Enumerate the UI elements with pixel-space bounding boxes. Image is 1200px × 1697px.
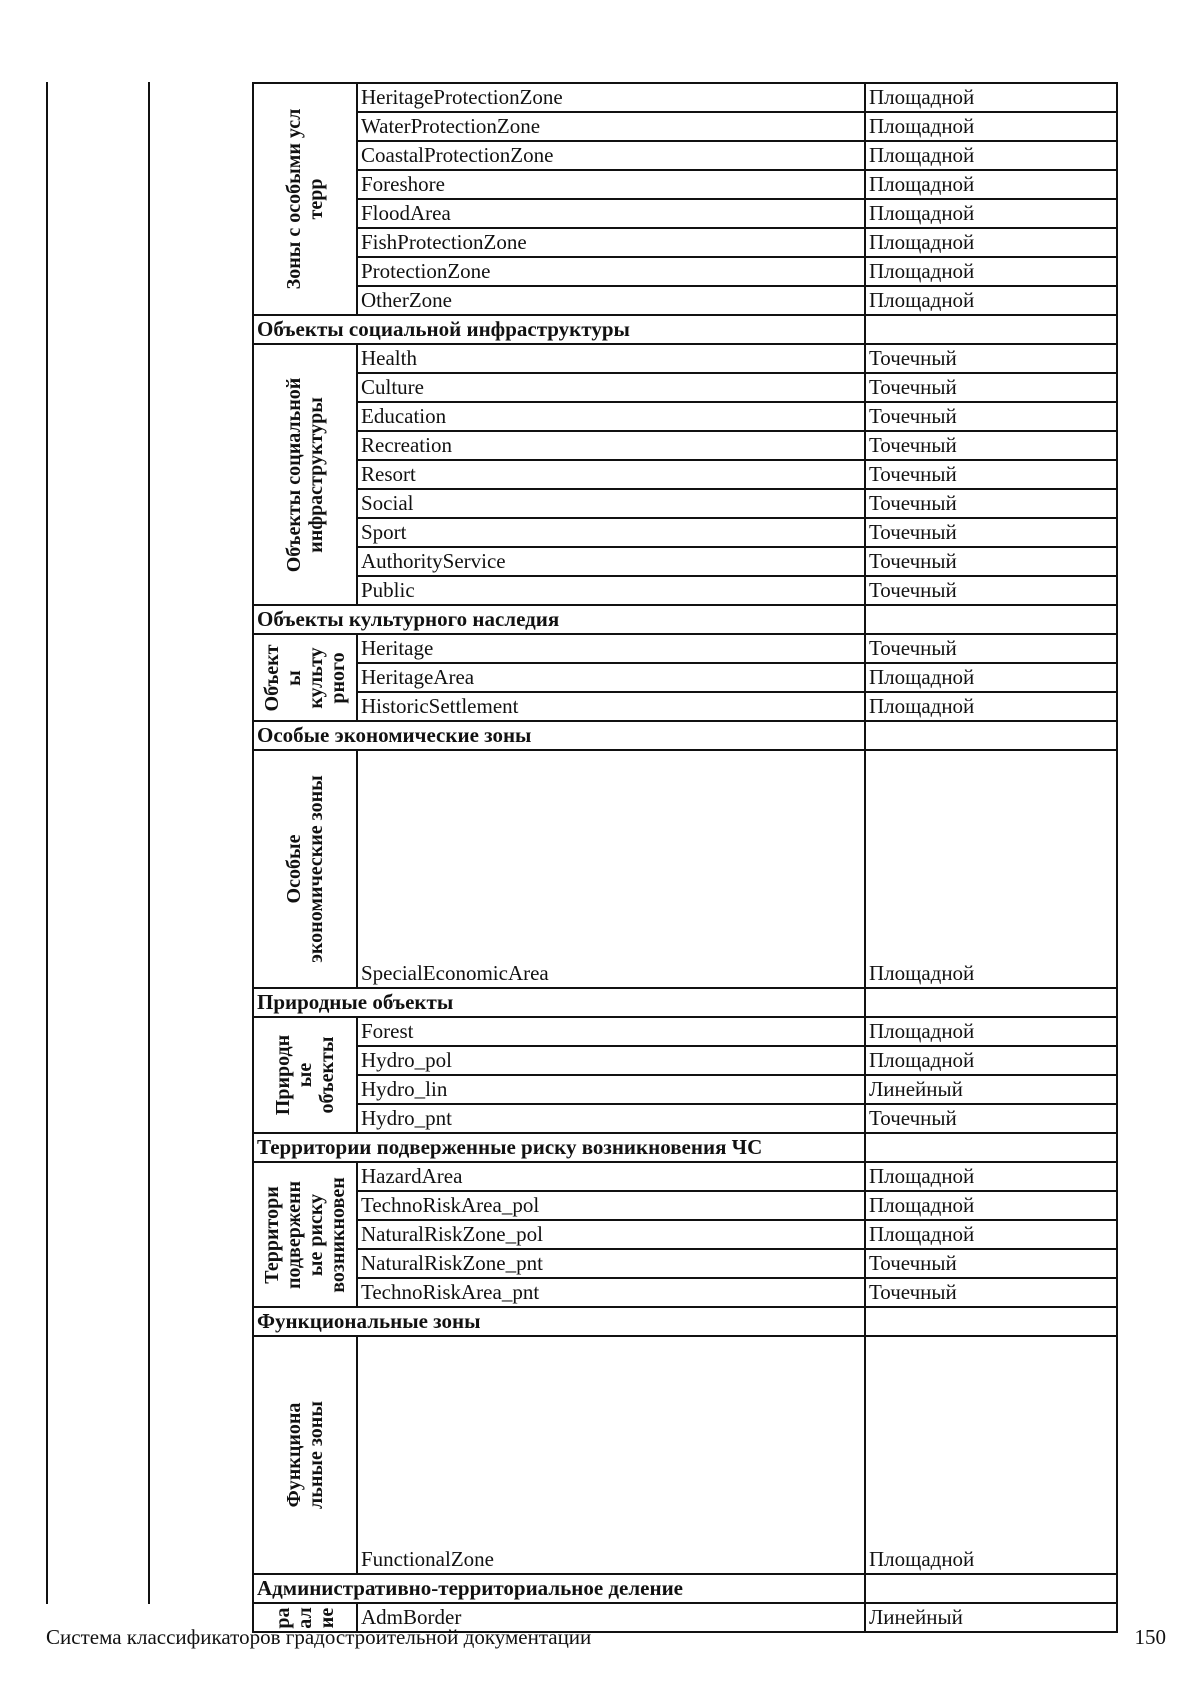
- object-name-cell: Heritage: [357, 634, 865, 663]
- object-name-cell: Foreshore: [357, 170, 865, 199]
- group-label: Особые экономические зоны: [283, 775, 327, 963]
- page-number: 150: [1134, 1625, 1166, 1649]
- object-name-cell: HazardArea: [357, 1162, 865, 1191]
- table-row: [253, 170, 1117, 199]
- geometry-type-cell: Площадной: [865, 170, 1117, 199]
- geometry-type-cell: Площадной: [865, 1046, 1117, 1075]
- geometry-type-cell: Точечный: [865, 402, 1117, 431]
- object-name-cell: HeritageArea: [357, 663, 865, 692]
- table-row: [253, 750, 1117, 988]
- group-label-cell: [253, 1017, 357, 1133]
- section-header-row: [253, 605, 1117, 634]
- table-row: [253, 344, 1117, 373]
- section-header-row: [253, 315, 1117, 344]
- table-row: [253, 1249, 1117, 1278]
- group-label: Зоны с особыми усл терр: [283, 108, 327, 290]
- table-row: [253, 257, 1117, 286]
- geometry-type-cell: Точечный: [865, 1249, 1117, 1278]
- table-row: [253, 1017, 1117, 1046]
- geometry-type-cell: Площадной: [865, 286, 1117, 315]
- geometry-type-cell: Площадной: [865, 228, 1117, 257]
- section-title: Особые экономические зоны: [253, 721, 865, 750]
- table-row: [253, 518, 1117, 547]
- table-row: [253, 228, 1117, 257]
- table-row: [253, 634, 1117, 663]
- geometry-type-cell: Площадной: [865, 257, 1117, 286]
- group-label-cell: [253, 83, 357, 315]
- table-row: [253, 547, 1117, 576]
- section-title: Административно-территориальное деление: [253, 1574, 865, 1603]
- table-row: [253, 199, 1117, 228]
- geometry-type-cell: Точечный: [865, 344, 1117, 373]
- geometry-type-cell: Точечный: [865, 373, 1117, 402]
- table-row: [253, 1336, 1117, 1574]
- group-label: ра ал ие: [272, 1606, 338, 1629]
- geometry-type-cell: Линейный: [865, 1075, 1117, 1104]
- section-type-cell: [865, 721, 1117, 750]
- object-name-cell: AuthorityService: [357, 547, 865, 576]
- object-name-cell: Health: [357, 344, 865, 373]
- table-row: [253, 1278, 1117, 1307]
- table-row: [253, 1075, 1117, 1104]
- section-header-row: [253, 721, 1117, 750]
- table-row: [253, 141, 1117, 170]
- object-name-cell: AdmBorder: [357, 1603, 865, 1632]
- geometry-type-cell: Точечный: [865, 1278, 1117, 1307]
- section-type-cell: [865, 1574, 1117, 1603]
- group-label-cell: [253, 1336, 357, 1574]
- section-title: Функциональные зоны: [253, 1307, 865, 1336]
- object-name-cell: Hydro_pnt: [357, 1104, 865, 1133]
- geometry-type-cell: Площадной: [865, 1336, 1117, 1574]
- table-row: [253, 489, 1117, 518]
- object-name-cell: OtherZone: [357, 286, 865, 315]
- footer-title: Система классификаторов градостроительной документации: [46, 1625, 592, 1649]
- object-name-cell: FunctionalZone: [357, 1336, 865, 1574]
- object-name-cell: SpecialEconomicArea: [357, 750, 865, 988]
- section-title: Территории подверженные риску возникновения ЧС: [253, 1133, 865, 1162]
- geometry-type-cell: Площадной: [865, 112, 1117, 141]
- section-title: Объекты культурного наследия: [253, 605, 865, 634]
- table-row: [253, 402, 1117, 431]
- object-name-cell: Recreation: [357, 431, 865, 460]
- geometry-type-cell: Точечный: [865, 460, 1117, 489]
- section-header-row: [253, 1133, 1117, 1162]
- geometry-type-cell: Точечный: [865, 634, 1117, 663]
- left-margin-line-outer: [46, 82, 48, 1604]
- object-name-cell: FloodArea: [357, 199, 865, 228]
- left-margin-line-inner: [148, 82, 150, 1604]
- geometry-type-cell: Площадной: [865, 83, 1117, 112]
- geometry-type-cell: Точечный: [865, 431, 1117, 460]
- geometry-type-cell: Площадной: [865, 1017, 1117, 1046]
- object-name-cell: Social: [357, 489, 865, 518]
- section-header-row: [253, 1307, 1117, 1336]
- object-name-cell: HeritageProtectionZone: [357, 83, 865, 112]
- group-label-cell: [253, 750, 357, 988]
- table-row: [253, 692, 1117, 721]
- table-row: [253, 83, 1117, 112]
- table-row: [253, 460, 1117, 489]
- section-type-cell: [865, 1133, 1117, 1162]
- object-name-cell: FishProtectionZone: [357, 228, 865, 257]
- group-label: Природн ые объекты: [272, 1034, 338, 1116]
- geometry-type-cell: Площадной: [865, 663, 1117, 692]
- table-row: [253, 431, 1117, 460]
- table-row: [253, 663, 1117, 692]
- table-row: [253, 373, 1117, 402]
- object-name-cell: CoastalProtectionZone: [357, 141, 865, 170]
- object-name-cell: Education: [357, 402, 865, 431]
- geometry-type-cell: Точечный: [865, 547, 1117, 576]
- table-row: [253, 1046, 1117, 1075]
- table-row: [253, 286, 1117, 315]
- object-name-cell: TechnoRiskArea_pnt: [357, 1278, 865, 1307]
- group-label: Территори подверженн ые риску возникновен: [261, 1176, 349, 1293]
- table-row: [253, 1104, 1117, 1133]
- geometry-type-cell: Линейный: [865, 1603, 1117, 1632]
- object-name-cell: Public: [357, 576, 865, 605]
- group-label: Объект ы культу рного: [261, 644, 349, 711]
- classifier-table: [252, 82, 1118, 1633]
- object-name-cell: Sport: [357, 518, 865, 547]
- object-name-cell: HistoricSettlement: [357, 692, 865, 721]
- table-row: [253, 1220, 1117, 1249]
- section-type-cell: [865, 605, 1117, 634]
- section-header-row: [253, 988, 1117, 1017]
- geometry-type-cell: Точечный: [865, 518, 1117, 547]
- object-name-cell: ProtectionZone: [357, 257, 865, 286]
- group-label: Объекты социальной инфраструктуры: [283, 377, 327, 572]
- geometry-type-cell: Площадной: [865, 1162, 1117, 1191]
- section-type-cell: [865, 315, 1117, 344]
- geometry-type-cell: Площадной: [865, 141, 1117, 170]
- section-type-cell: [865, 1307, 1117, 1336]
- geometry-type-cell: Площадной: [865, 1220, 1117, 1249]
- object-name-cell: TechnoRiskArea_pol: [357, 1191, 865, 1220]
- geometry-type-cell: Площадной: [865, 199, 1117, 228]
- section-header-row: [253, 1574, 1117, 1603]
- table-row: [253, 1191, 1117, 1220]
- table-row: [253, 112, 1117, 141]
- object-name-cell: NaturalRiskZone_pnt: [357, 1249, 865, 1278]
- group-label-cell: [253, 344, 357, 605]
- object-name-cell: Resort: [357, 460, 865, 489]
- geometry-type-cell: Площадной: [865, 750, 1117, 988]
- geometry-type-cell: Площадной: [865, 1191, 1117, 1220]
- object-name-cell: Culture: [357, 373, 865, 402]
- object-name-cell: Forest: [357, 1017, 865, 1046]
- geometry-type-cell: Точечный: [865, 576, 1117, 605]
- table-row: [253, 576, 1117, 605]
- geometry-type-cell: Площадной: [865, 692, 1117, 721]
- geometry-type-cell: Точечный: [865, 1104, 1117, 1133]
- object-name-cell: Hydro_pol: [357, 1046, 865, 1075]
- section-title: Природные объекты: [253, 988, 865, 1017]
- section-type-cell: [865, 988, 1117, 1017]
- group-label: Функциона льные зоны: [283, 1401, 327, 1509]
- object-name-cell: NaturalRiskZone_pol: [357, 1220, 865, 1249]
- geometry-type-cell: Точечный: [865, 489, 1117, 518]
- section-title: Объекты социальной инфраструктуры: [253, 315, 865, 344]
- group-label-cell: [253, 634, 357, 721]
- object-name-cell: WaterProtectionZone: [357, 112, 865, 141]
- table-row: [253, 1162, 1117, 1191]
- group-label-cell: [253, 1162, 357, 1307]
- object-name-cell: Hydro_lin: [357, 1075, 865, 1104]
